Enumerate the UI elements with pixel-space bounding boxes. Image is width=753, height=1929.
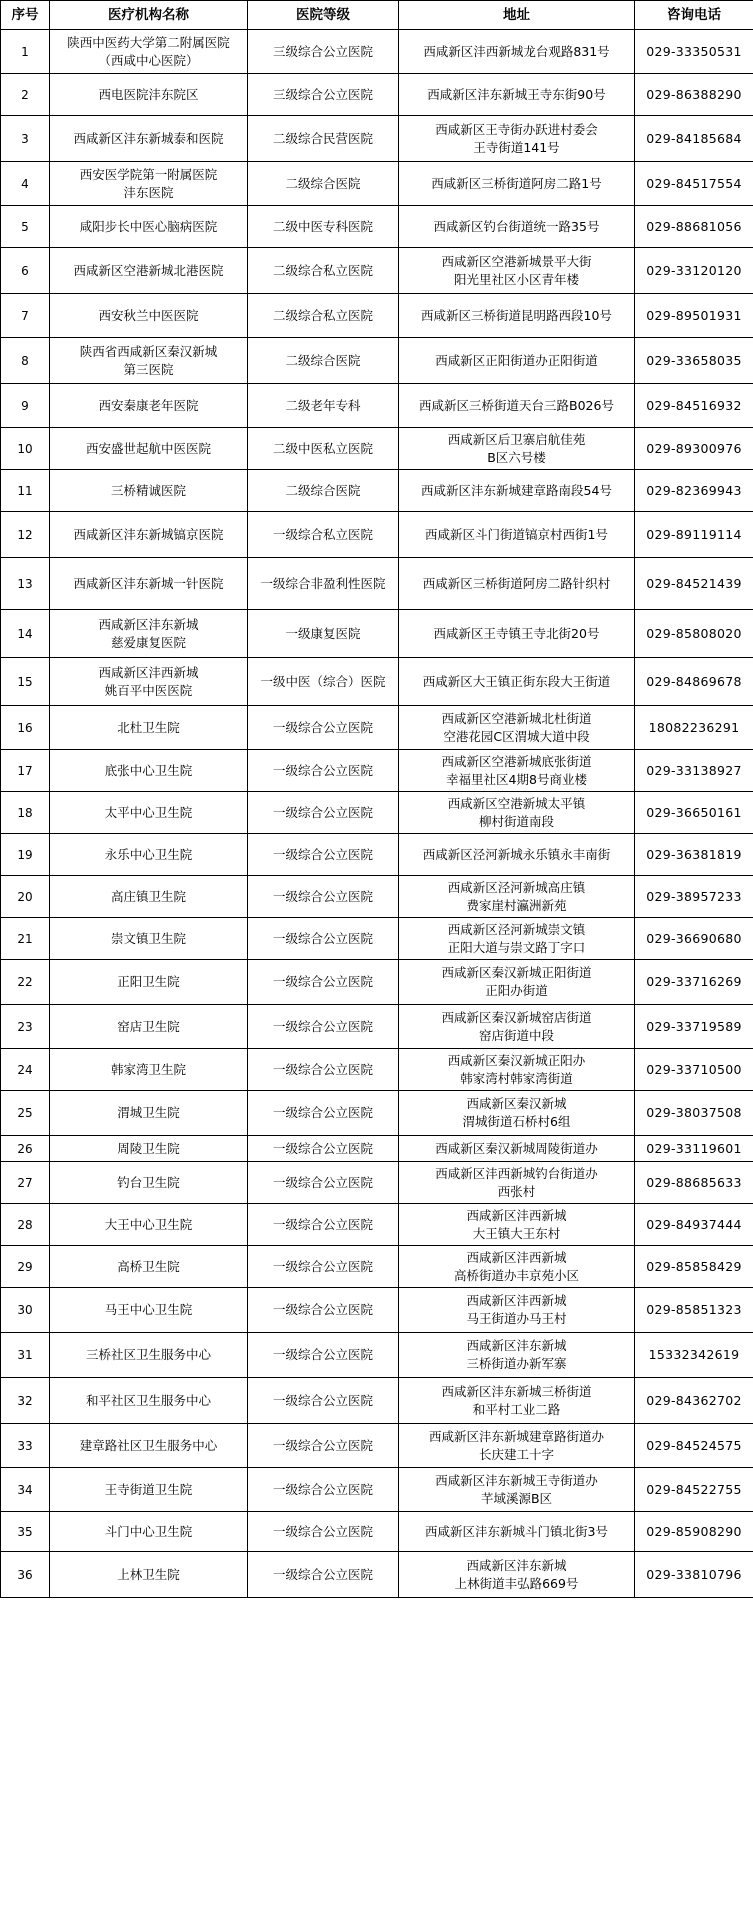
institution-name: 陕西省西咸新区秦汉新城 第三医院 [50,338,248,384]
institution-name: 西咸新区沣东新城泰和医院 [50,116,248,162]
phone-number: 029-88681056 [635,206,753,248]
table-row [1,1288,753,1333]
address: 西咸新区三桥街道昆明路西段10号 [399,294,635,338]
phone-number: 029-33719589 [635,1005,753,1049]
hospital-grade: 一级综合公立医院 [248,960,399,1005]
row-index: 36 [1,1552,50,1598]
institution-name: 西安秦康老年医院 [50,384,248,428]
institution-name: 高桥卫生院 [50,1246,248,1288]
row-index: 32 [1,1378,50,1424]
phone-number: 029-82369943 [635,470,753,512]
address: 西咸新区沣西新城 高桥街道办丰京苑小区 [399,1246,635,1288]
table-row [1,658,753,706]
institution-name: 西咸新区沣东新城镐京医院 [50,512,248,558]
institution-name: 韩家湾卫生院 [50,1049,248,1091]
phone-number: 029-33810796 [635,1552,753,1598]
address: 西咸新区沣东新城 三桥街道办新军寨 [399,1333,635,1378]
phone-number: 029-86388290 [635,74,753,116]
institution-name: 西安医学院第一附属医院 沣东医院 [50,162,248,206]
phone-number: 029-33120120 [635,248,753,294]
address: 西咸新区沣西新城钓台街道办 西张村 [399,1162,635,1204]
table-row [1,1378,753,1424]
phone-number: 029-33716269 [635,960,753,1005]
institution-name: 渭城卫生院 [50,1091,248,1136]
hospital-grade: 二级老年专科 [248,384,399,428]
hospital-grade: 三级综合公立医院 [248,74,399,116]
row-index: 14 [1,610,50,658]
address: 西咸新区沣西新城龙台观路831号 [399,30,635,74]
phone-number: 029-85908290 [635,1512,753,1552]
address: 西咸新区三桥街道阿房二路1号 [399,162,635,206]
phone-number: 029-84524575 [635,1424,753,1468]
hospital-grade: 一级综合公立医院 [248,1049,399,1091]
phone-number: 029-84521439 [635,558,753,610]
institution-name: 崇文镇卫生院 [50,918,248,960]
address: 西咸新区空港新城底张街道 幸福里社区4期8号商业楼 [399,750,635,792]
address: 西咸新区三桥街道阿房二路针织村 [399,558,635,610]
institution-name: 咸阳步长中医心脑病医院 [50,206,248,248]
institution-name: 太平中心卫生院 [50,792,248,834]
hospital-grade: 一级综合私立医院 [248,512,399,558]
address: 西咸新区泾河新城崇文镇 正阳大道与崇文路丁字口 [399,918,635,960]
row-index: 17 [1,750,50,792]
address: 西咸新区空港新城景平大街 阳光里社区小区青年楼 [399,248,635,294]
institution-name: 三桥精诚医院 [50,470,248,512]
hospital-grade: 一级综合公立医院 [248,918,399,960]
address: 西咸新区秦汉新城正阳街道 正阳办街道 [399,960,635,1005]
hospital-grade: 二级综合医院 [248,162,399,206]
institution-name: 钓台卫生院 [50,1162,248,1204]
row-index: 13 [1,558,50,610]
hospital-grade: 一级综合公立医院 [248,1288,399,1333]
hospital-grade: 一级中医（综合）医院 [248,658,399,706]
hospital-grade: 一级综合公立医院 [248,1005,399,1049]
phone-number: 029-89501931 [635,294,753,338]
address: 西咸新区秦汉新城窑店街道 窑店街道中段 [399,1005,635,1049]
phone-number: 029-88685633 [635,1162,753,1204]
table-row [1,248,753,294]
hospital-grade: 一级综合公立医院 [248,834,399,876]
institution-name: 西咸新区沣东新城 慈爱康复医院 [50,610,248,658]
row-index: 7 [1,294,50,338]
hospital-grade: 一级综合公立医院 [248,792,399,834]
row-index: 30 [1,1288,50,1333]
table-row [1,1424,753,1468]
table-row [1,1049,753,1091]
header-phone: 咨询电话 [635,1,753,30]
address: 西咸新区泾河新城高庄镇 费家崖村瀛洲新苑 [399,876,635,918]
row-index: 26 [1,1136,50,1162]
row-index: 18 [1,792,50,834]
phone-number: 029-33658035 [635,338,753,384]
address: 西咸新区泾河新城永乐镇永丰南街 [399,834,635,876]
table-row [1,558,753,610]
institution-name: 大王中心卫生院 [50,1204,248,1246]
address: 西咸新区沣东新城 上林街道丰弘路669号 [399,1552,635,1598]
phone-number: 029-89300976 [635,428,753,470]
row-index: 22 [1,960,50,1005]
table-row [1,960,753,1005]
hospital-grade: 二级综合私立医院 [248,248,399,294]
phone-number: 029-84185684 [635,116,753,162]
phone-number: 029-38037508 [635,1091,753,1136]
hospital-grade: 一级综合公立医院 [248,1333,399,1378]
table-row [1,206,753,248]
table-row [1,1333,753,1378]
phone-number: 18082236291 [635,706,753,750]
table-row [1,512,753,558]
header-hospital-grade: 医院等级 [248,1,399,30]
row-index: 16 [1,706,50,750]
table-row [1,428,753,470]
hospital-grade: 一级综合公立医院 [248,750,399,792]
row-index: 4 [1,162,50,206]
hospital-grade: 二级综合医院 [248,338,399,384]
table-row [1,610,753,658]
hospital-grade: 二级综合民营医院 [248,116,399,162]
phone-number: 029-36690680 [635,918,753,960]
institution-name: 上林卫生院 [50,1552,248,1598]
hospital-grade: 一级综合公立医院 [248,1424,399,1468]
institution-name: 西安盛世起航中医医院 [50,428,248,470]
institution-name: 建章路社区卫生服务中心 [50,1424,248,1468]
row-index: 11 [1,470,50,512]
hospital-grade: 二级综合医院 [248,470,399,512]
address: 西咸新区秦汉新城正阳办 韩家湾村韩家湾街道 [399,1049,635,1091]
phone-number: 029-33350531 [635,30,753,74]
institution-name: 底张中心卫生院 [50,750,248,792]
institution-name: 西安秋兰中医医院 [50,294,248,338]
table-row [1,1512,753,1552]
phone-number: 029-36650161 [635,792,753,834]
address: 西咸新区沣东新城建章路街道办 长庆建工十字 [399,1424,635,1468]
row-index: 23 [1,1005,50,1049]
table-row [1,834,753,876]
phone-number: 029-84516932 [635,384,753,428]
hospital-grade: 二级中医私立医院 [248,428,399,470]
address: 西咸新区秦汉新城 渭城街道石桥村6组 [399,1091,635,1136]
institution-name: 西电医院沣东院区 [50,74,248,116]
row-index: 27 [1,1162,50,1204]
table-row [1,750,753,792]
institution-name: 周陵卫生院 [50,1136,248,1162]
table-body [1,30,753,1598]
row-index: 8 [1,338,50,384]
row-index: 10 [1,428,50,470]
address: 西咸新区沣西新城 马王街道办马王村 [399,1288,635,1333]
table-row [1,384,753,428]
institution-name: 三桥社区卫生服务中心 [50,1333,248,1378]
institution-name: 北杜卫生院 [50,706,248,750]
address: 西咸新区正阳街道办正阳街道 [399,338,635,384]
institution-name: 窑店卫生院 [50,1005,248,1049]
phone-number: 029-33710500 [635,1049,753,1091]
table-row [1,1552,753,1598]
row-index: 33 [1,1424,50,1468]
hospital-grade: 一级综合公立医院 [248,1378,399,1424]
row-index: 9 [1,384,50,428]
phone-number: 029-84937444 [635,1204,753,1246]
institution-name: 永乐中心卫生院 [50,834,248,876]
phone-number: 029-85851323 [635,1288,753,1333]
row-index: 31 [1,1333,50,1378]
phone-number: 029-84869678 [635,658,753,706]
table-row [1,918,753,960]
table-row [1,1246,753,1288]
table-row [1,294,753,338]
hospital-grade: 一级综合公立医院 [248,1468,399,1512]
address: 西咸新区沣东新城建章路南段54号 [399,470,635,512]
table-row [1,1162,753,1204]
phone-number: 029-89119114 [635,512,753,558]
address: 西咸新区沣西新城 大王镇大王东村 [399,1204,635,1246]
row-index: 1 [1,30,50,74]
institution-name: 马王中心卫生院 [50,1288,248,1333]
phone-number: 029-36381819 [635,834,753,876]
address: 西咸新区沣东新城王寺街道办 芊域溪源B区 [399,1468,635,1512]
table-row [1,792,753,834]
address: 西咸新区沣东新城三桥街道 和平村工业二路 [399,1378,635,1424]
row-index: 34 [1,1468,50,1512]
table-row [1,1005,753,1049]
row-index: 25 [1,1091,50,1136]
hospital-grade: 一级综合公立医院 [248,1162,399,1204]
address: 西咸新区斗门街道镐京村西街1号 [399,512,635,558]
header-address: 地址 [399,1,635,30]
hospital-grade: 一级综合公立医院 [248,876,399,918]
phone-number: 029-84517554 [635,162,753,206]
table-row [1,116,753,162]
hospital-grade: 一级综合公立医院 [248,1136,399,1162]
phone-number: 029-33138927 [635,750,753,792]
phone-number: 029-84362702 [635,1378,753,1424]
address: 西咸新区秦汉新城周陵街道办 [399,1136,635,1162]
address: 西咸新区大王镇正街东段大王街道 [399,658,635,706]
phone-number: 15332342619 [635,1333,753,1378]
address: 西咸新区王寺镇王寺北街20号 [399,610,635,658]
phone-number: 029-33119601 [635,1136,753,1162]
row-index: 12 [1,512,50,558]
header-row [1,1,753,30]
address: 西咸新区王寺街办跃进村委会 王寺街道141号 [399,116,635,162]
institution-name: 斗门中心卫生院 [50,1512,248,1552]
address: 西咸新区沣东新城王寺东街90号 [399,74,635,116]
phone-number: 029-84522755 [635,1468,753,1512]
row-index: 28 [1,1204,50,1246]
hospital-grade: 一级综合公立医院 [248,1204,399,1246]
table-row [1,74,753,116]
hospital-grade: 一级康复医院 [248,610,399,658]
hospital-grade: 一级综合公立医院 [248,1091,399,1136]
address: 西咸新区空港新城北杜街道 空港花园C区渭城大道中段 [399,706,635,750]
hospital-grade: 一级综合非盈利性医院 [248,558,399,610]
table-row [1,706,753,750]
institution-name: 王寺街道卫生院 [50,1468,248,1512]
institution-name: 西咸新区沣西新城 姚百平中医医院 [50,658,248,706]
table-row [1,30,753,74]
hospital-grade: 一级综合公立医院 [248,1552,399,1598]
phone-number: 029-85858429 [635,1246,753,1288]
row-index: 21 [1,918,50,960]
table-row [1,1468,753,1512]
table-row [1,876,753,918]
hospital-grade: 一级综合公立医院 [248,706,399,750]
row-index: 3 [1,116,50,162]
institution-name: 和平社区卫生服务中心 [50,1378,248,1424]
row-index: 2 [1,74,50,116]
address: 西咸新区沣东新城斗门镇北街3号 [399,1512,635,1552]
address: 西咸新区后卫寨启航佳苑 B区六号楼 [399,428,635,470]
row-index: 35 [1,1512,50,1552]
table-row [1,1204,753,1246]
hospital-grade: 二级综合私立医院 [248,294,399,338]
row-index: 24 [1,1049,50,1091]
row-index: 29 [1,1246,50,1288]
address: 西咸新区三桥街道天台三路B026号 [399,384,635,428]
hospital-grade: 二级中医专科医院 [248,206,399,248]
row-index: 6 [1,248,50,294]
hospital-grade: 一级综合公立医院 [248,1512,399,1552]
institution-name: 高庄镇卫生院 [50,876,248,918]
address: 西咸新区钓台街道统一路35号 [399,206,635,248]
phone-number: 029-85808020 [635,610,753,658]
table-row [1,162,753,206]
institution-name: 西咸新区空港新城北港医院 [50,248,248,294]
address: 西咸新区空港新城太平镇 柳村街道南段 [399,792,635,834]
table-row [1,1091,753,1136]
table-row [1,470,753,512]
row-index: 15 [1,658,50,706]
institution-name: 正阳卫生院 [50,960,248,1005]
row-index: 20 [1,876,50,918]
row-index: 19 [1,834,50,876]
hospital-grade: 三级综合公立医院 [248,30,399,74]
institution-name: 西咸新区沣东新城一针医院 [50,558,248,610]
institution-name: 陕西中医药大学第二附属医院 （西咸中心医院） [50,30,248,74]
hospital-grade: 一级综合公立医院 [248,1246,399,1288]
table-row [1,1136,753,1162]
table-row [1,338,753,384]
row-index: 5 [1,206,50,248]
header-index: 序号 [1,1,50,30]
phone-number: 029-38957233 [635,876,753,918]
header-institution-name: 医疗机构名称 [50,1,248,30]
